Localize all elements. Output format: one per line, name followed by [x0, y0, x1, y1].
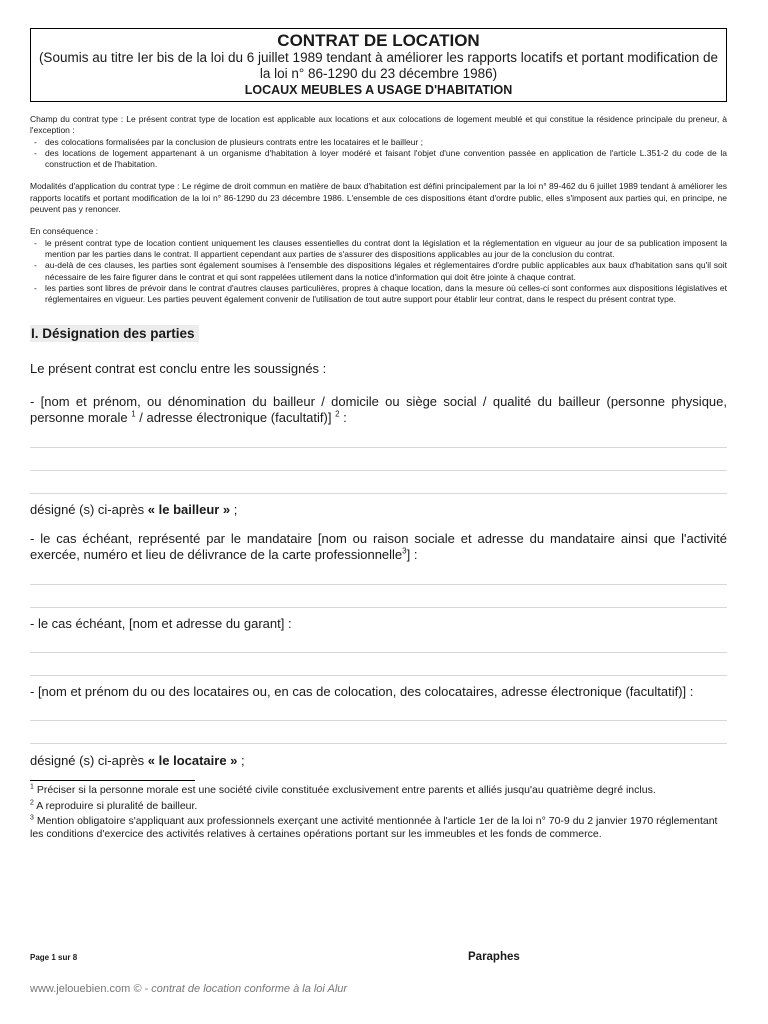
paraphes-label: Paraphes [468, 951, 520, 963]
conclu-text: Le présent contrat est conclu entre les soussignés : [30, 361, 327, 377]
fill-line [30, 720, 727, 721]
bailleur-text: - [nom et prénom, ou dénomination du bailleur / domicile ou siège social / qualité du bailleur (personne physique, personne morale $^1$ / adresse électronique (facultatif)] $^2$ : [30, 394, 727, 426]
copyright-text: © - contrat de location conforme à la loi Alur [130, 983, 348, 995]
document-page [30, 28, 727, 842]
list-item: - au-delà de ces clauses, les parties sont également soumises à l'ensemble des dispositions légales et réglementaires d'ordre public applicables aux baux d'habitation sans qu'il soit nécessaire de les faire figurer dans le contrat et qui sont rappelées utilement dans la notice d'information qui doit être jointe à chaque contrat. [34, 260, 727, 282]
page-number: Page 1 sur 8 [30, 953, 78, 962]
intro-section [30, 114, 727, 305]
website-link[interactable]: www.jelouebien.com [30, 983, 131, 995]
website-footer [30, 983, 347, 995]
locataire-designation: désigné (s) ci-après « le locataire » ; [30, 753, 245, 769]
footnote-ref: 3 [402, 547, 407, 557]
footnote-divider [30, 780, 195, 781]
list-item: - des locations de logement appartenant à un organisme d'habitation à loyer modéré et faisant l'objet d'une convention passée en application de l'article L.351-2 du code de la construction et de l'habitation. [34, 147, 727, 170]
list-item: - les parties sont libres de prévoir dans le contrat d'autres clauses particulières, propres à chaque location, dans la mesure où celles-ci sont conformes aux dispositions législatives et réglementaires en vigueur. Les parties peuvent également convenir de l'utilisation de tout autre support pour établir leur contrat, dans le respect du présent contrat type. [34, 282, 727, 305]
fill-line [30, 447, 727, 448]
champ-list [30, 137, 727, 171]
document-subtitle-2: LOCAUX MEUBLES A USAGE D'HABITATION [244, 83, 513, 97]
modalites-paragraph: Modalités d'application du contrat type : Le régime de droit commun en matière de baux d'habitation est défini principalement par la loi n° 89-462 du 6 juillet 1989 tendant à améliorer les rapports locatifs et portant modification de la loi n° 86-1290 du 23 décembre 1986. L'ensemble de ces dispositions étant d'ordre public, elles s'imposent aux parties qui, en principe, ne peuvent pas y renoncer. [30, 181, 727, 215]
fill-line [30, 652, 727, 653]
fill-line [30, 470, 727, 471]
footnote: $^1$ Préciser si la personne morale est une société civile constituée exclusivement entre parents et alliés jusqu'au quatrième degré inclus. [30, 783, 656, 797]
mandataire-text: - le cas échéant, représenté par le mandataire [nom ou raison sociale et adresse du mandataire ainsi que l'activité exercée, numéro et lieu de délivrance de la carte professionnelle$^3$] : [30, 531, 727, 563]
footnote: $^3$ Mention obligatoire s'appliquant aux professionnels exerçant une activité mentionnée à l'article 1er de la loi n° 70-9 du 2 janvier 1970 réglementant les conditions d'exercice des activités relatives à certaines opérations portant sur les immeubles et les fonds de commerce. [30, 814, 718, 841]
document-subtitle: (Soumis au titre Ier bis de la loi du 6 juillet 1989 tendant à améliorer les rapports locatifs et portant modification de la loi n° 86-1290 du 23 décembre 1986) [38, 50, 719, 81]
list-item: - des colocations formalisées par la conclusion de plusieurs contrats entre les locataires et le bailleur ; [34, 136, 423, 147]
consequence-list [30, 238, 727, 306]
footnote-ref: 2 [335, 410, 340, 420]
fill-line [30, 743, 727, 744]
section-body [30, 361, 727, 769]
document-title: CONTRAT DE LOCATION [277, 31, 480, 50]
garant-text: - le cas échéant, [nom et adresse du garant] : [30, 616, 292, 632]
fill-line [30, 493, 727, 494]
locataires-text: - [nom et prénom du ou des locataires ou, en cas de colocation, des colocataires, adresse électronique (facultatif)] : [30, 684, 694, 700]
footnote-ref: 1 [131, 410, 136, 420]
bailleur-designation: désigné (s) ci-après « le bailleur » ; [30, 502, 238, 518]
fill-line [30, 607, 727, 608]
champ-paragraph: Champ du contrat type : Le présent contrat type de location est applicable aux locations et aux colocations de logement meublé et qui constitue la résidence principale du preneur, à l'exception : [30, 114, 727, 136]
fill-line [30, 675, 727, 676]
footnotes [30, 784, 727, 841]
fill-line [30, 584, 727, 585]
footnote: $^2$ A reproduire si pluralité de bailleur. [30, 799, 198, 812]
consequence-label: En conséquence : [30, 226, 99, 237]
section-title: I. Désignation des parties [30, 325, 199, 342]
title-box [30, 28, 727, 102]
page-footer [30, 953, 727, 967]
list-item: - le présent contrat type de location contient uniquement les clauses essentielles du contrat dont la législation et la réglementation en vigueur au jour de sa publication imposent la mention par les parties dans le contrat. Il appartient cependant aux parties de s'assurer des dispositions applicables au jour de la conclusion du contrat. [34, 237, 727, 259]
